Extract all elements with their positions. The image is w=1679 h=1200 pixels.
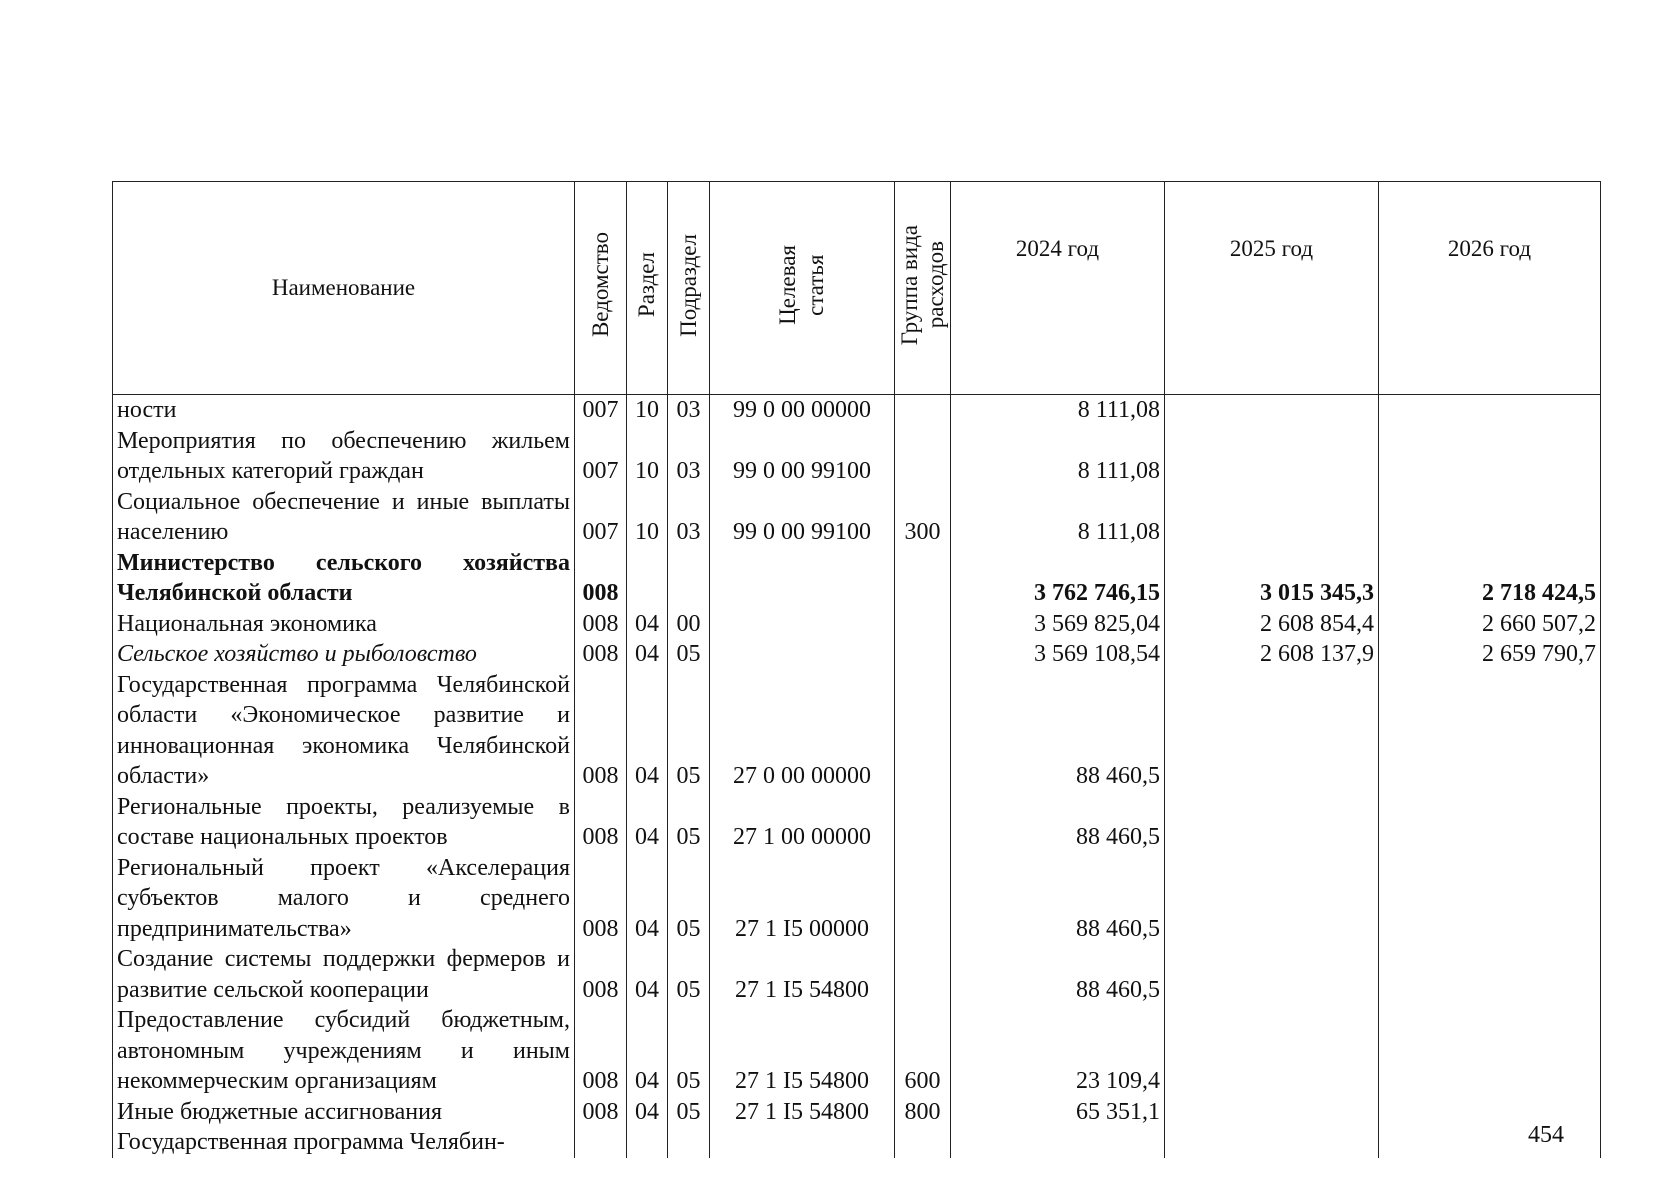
cell-expense-group — [895, 670, 951, 792]
cell-razdel: 04 — [627, 609, 668, 640]
table-row — [113, 670, 1601, 792]
header-name: Наименование — [113, 182, 575, 395]
cell-name: Государственная программа Челябин- — [113, 1127, 575, 1158]
table-row — [113, 548, 1601, 609]
header-expense-group: Группа вида расходов — [895, 182, 951, 395]
cell-name: Иные бюджетные ассигнования — [113, 1097, 575, 1128]
cell-2025 — [1165, 792, 1379, 853]
page-number: 454 — [1528, 1122, 1564, 1148]
cell-2026 — [1379, 487, 1601, 548]
cell-2025: 2 608 854,4 — [1165, 609, 1379, 640]
cell-vedomstvo: 008 — [575, 609, 627, 640]
cell-expense-group — [895, 395, 951, 426]
cell-razdel — [627, 548, 668, 609]
cell-name: Региональный проект «Акселерация субъектов малого и среднего предпринимательства» — [113, 853, 575, 945]
cell-target-article: 27 0 00 00000 — [710, 670, 895, 792]
cell-2024: 65 351,1 — [951, 1097, 1165, 1128]
header-podrazdel: Подраздел — [668, 182, 710, 395]
cell-vedomstvo: 008 — [575, 792, 627, 853]
cell-2024: 3 569 825,04 — [951, 609, 1165, 640]
cell-podrazdel — [668, 548, 710, 609]
cell-2024: 8 111,08 — [951, 426, 1165, 487]
cell-2026 — [1379, 853, 1601, 945]
cell-vedomstvo — [575, 1127, 627, 1158]
cell-expense-group — [895, 1127, 951, 1158]
cell-razdel: 10 — [627, 395, 668, 426]
cell-razdel: 10 — [627, 426, 668, 487]
cell-2024: 88 460,5 — [951, 853, 1165, 945]
cell-2024: 8 111,08 — [951, 395, 1165, 426]
cell-vedomstvo: 008 — [575, 548, 627, 609]
cell-target-article: 27 1 I5 54800 — [710, 1005, 895, 1097]
cell-name: Региональные проекты, реализуемые в составе национальных проектов — [113, 792, 575, 853]
table-body — [113, 395, 1601, 1158]
cell-2025: 2 608 137,9 — [1165, 639, 1379, 670]
cell-2025 — [1165, 944, 1379, 1005]
cell-2025: 3 015 345,3 — [1165, 548, 1379, 609]
cell-vedomstvo: 008 — [575, 1005, 627, 1097]
cell-podrazdel: 03 — [668, 426, 710, 487]
table-header-row — [113, 182, 1601, 395]
cell-razdel: 04 — [627, 670, 668, 792]
cell-podrazdel: 05 — [668, 670, 710, 792]
cell-2026 — [1379, 1005, 1601, 1097]
cell-expense-group — [895, 548, 951, 609]
cell-razdel — [627, 1127, 668, 1158]
table-row — [113, 1005, 1601, 1097]
cell-razdel: 04 — [627, 1097, 668, 1128]
cell-podrazdel: 03 — [668, 487, 710, 548]
cell-target-article: 27 1 I5 00000 — [710, 853, 895, 945]
table-row — [113, 639, 1601, 670]
header-2025: 2025 год — [1165, 182, 1379, 395]
table-row — [113, 1097, 1601, 1128]
cell-expense-group — [895, 792, 951, 853]
cell-target-article — [710, 1127, 895, 1158]
cell-name: ности — [113, 395, 575, 426]
cell-podrazdel: 05 — [668, 1097, 710, 1128]
cell-name: Сельское хозяйство и рыболовство — [113, 639, 575, 670]
cell-target-article — [710, 609, 895, 640]
table-row — [113, 792, 1601, 853]
cell-2024 — [951, 1127, 1165, 1158]
cell-2026 — [1379, 944, 1601, 1005]
cell-name: Мероприятия по обеспечению жильем отдельных категорий граждан — [113, 426, 575, 487]
cell-target-article: 99 0 00 99100 — [710, 426, 895, 487]
cell-podrazdel: 03 — [668, 395, 710, 426]
cell-vedomstvo: 007 — [575, 487, 627, 548]
cell-2026 — [1379, 426, 1601, 487]
cell-2025 — [1165, 1097, 1379, 1128]
cell-podrazdel: 05 — [668, 639, 710, 670]
cell-name: Социальное обеспечение и иные выплаты населению — [113, 487, 575, 548]
cell-2026: 2 718 424,5 — [1379, 548, 1601, 609]
cell-2026 — [1379, 395, 1601, 426]
cell-2025 — [1165, 853, 1379, 945]
table-row — [113, 853, 1601, 945]
cell-target-article: 99 0 00 99100 — [710, 487, 895, 548]
header-2026: 2026 год — [1379, 182, 1601, 395]
cell-2024: 3 569 108,54 — [951, 639, 1165, 670]
cell-2026 — [1379, 792, 1601, 853]
cell-expense-group: 800 — [895, 1097, 951, 1128]
cell-2025 — [1165, 487, 1379, 548]
table-row — [113, 426, 1601, 487]
cell-podrazdel: 05 — [668, 853, 710, 945]
cell-expense-group — [895, 609, 951, 640]
cell-name: Министерство сельского хозяйства Челябинской области — [113, 548, 575, 609]
cell-2024: 88 460,5 — [951, 792, 1165, 853]
cell-target-article: 27 1 I5 54800 — [710, 1097, 895, 1128]
cell-razdel: 04 — [627, 1005, 668, 1097]
table-row — [113, 944, 1601, 1005]
cell-expense-group — [895, 639, 951, 670]
cell-expense-group — [895, 853, 951, 945]
cell-vedomstvo: 008 — [575, 639, 627, 670]
cell-podrazdel: 05 — [668, 792, 710, 853]
cell-expense-group — [895, 944, 951, 1005]
cell-2026: 2 660 507,2 — [1379, 609, 1601, 640]
cell-name: Национальная экономика — [113, 609, 575, 640]
cell-razdel: 04 — [627, 792, 668, 853]
cell-2025 — [1165, 426, 1379, 487]
header-2024: 2024 год — [951, 182, 1165, 395]
cell-expense-group — [895, 426, 951, 487]
cell-razdel: 04 — [627, 853, 668, 945]
cell-2024: 88 460,5 — [951, 944, 1165, 1005]
cell-razdel: 10 — [627, 487, 668, 548]
cell-2026 — [1379, 1127, 1601, 1158]
cell-razdel: 04 — [627, 639, 668, 670]
cell-podrazdel: 05 — [668, 944, 710, 1005]
table-row — [113, 609, 1601, 640]
cell-vedomstvo: 008 — [575, 670, 627, 792]
cell-expense-group: 300 — [895, 487, 951, 548]
cell-name: Государственная программа Челябинской области «Экономическое развитие и инновационная экономика Челябинской области» — [113, 670, 575, 792]
cell-target-article — [710, 548, 895, 609]
cell-2025 — [1165, 670, 1379, 792]
cell-razdel: 04 — [627, 944, 668, 1005]
cell-vedomstvo: 008 — [575, 944, 627, 1005]
cell-vedomstvo: 007 — [575, 395, 627, 426]
cell-target-article: 27 1 00 00000 — [710, 792, 895, 853]
budget-table — [112, 181, 1601, 1158]
cell-podrazdel: 05 — [668, 1005, 710, 1097]
cell-vedomstvo: 008 — [575, 1097, 627, 1128]
cell-target-article: 99 0 00 00000 — [710, 395, 895, 426]
cell-expense-group: 600 — [895, 1005, 951, 1097]
table-row — [113, 1127, 1601, 1158]
table-row — [113, 395, 1601, 426]
cell-2024: 8 111,08 — [951, 487, 1165, 548]
cell-podrazdel — [668, 1127, 710, 1158]
cell-2025 — [1165, 395, 1379, 426]
cell-podrazdel: 00 — [668, 609, 710, 640]
cell-2024: 23 109,4 — [951, 1005, 1165, 1097]
cell-target-article: 27 1 I5 54800 — [710, 944, 895, 1005]
cell-vedomstvo: 008 — [575, 853, 627, 945]
cell-2024: 88 460,5 — [951, 670, 1165, 792]
cell-2026 — [1379, 670, 1601, 792]
header-vedomstvo: Ведомство — [575, 182, 627, 395]
cell-2026 — [1379, 1097, 1601, 1128]
cell-2025 — [1165, 1005, 1379, 1097]
cell-2024: 3 762 746,15 — [951, 548, 1165, 609]
header-razdel: Раздел — [627, 182, 668, 395]
header-target-article: Целевая статья — [710, 182, 895, 395]
cell-target-article — [710, 639, 895, 670]
cell-name: Создание системы поддержки фермеров и развитие сельской кооперации — [113, 944, 575, 1005]
cell-vedomstvo: 007 — [575, 426, 627, 487]
cell-2025 — [1165, 1127, 1379, 1158]
cell-name: Предоставление субсидий бюджетным, автономным учреждениям и иным некоммерческим организациям — [113, 1005, 575, 1097]
table-row — [113, 487, 1601, 548]
cell-2026: 2 659 790,7 — [1379, 639, 1601, 670]
